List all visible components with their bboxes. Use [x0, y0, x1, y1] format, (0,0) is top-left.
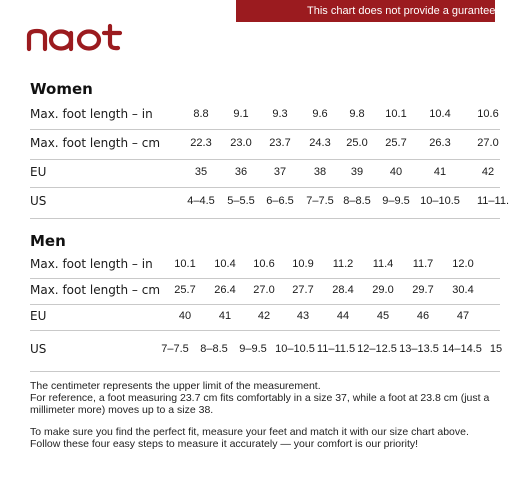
table-cell: 8–8.5 — [200, 343, 228, 355]
table-cell: 36 — [234, 165, 248, 178]
table-cell: 12–12.5 — [357, 343, 397, 355]
women-section-title: Women — [30, 80, 93, 98]
note-reference-example: For reference, a foot measuring 23.7 cm fits comfortably in a size 37, while a foot at 23.8 cm (just a millimeter more) moves up to a size 38. — [30, 392, 490, 416]
table-cell: 10.4 — [429, 108, 451, 120]
table-cell: 41 — [218, 309, 232, 322]
table-cell: 29.7 — [412, 283, 434, 296]
table-cell: 6–6.5 — [266, 195, 294, 207]
size-notes — [30, 380, 500, 450]
table-cell: 25.7 — [385, 136, 407, 149]
table-cell: 24.3 — [309, 136, 331, 149]
table-cell: 35 — [194, 165, 208, 178]
table-cell: 11.2 — [332, 258, 354, 270]
men-section-title: Men — [30, 232, 66, 250]
table-cell: 23.0 — [230, 136, 252, 149]
table-cell: 45 — [376, 309, 390, 322]
row-label: EU — [30, 164, 47, 179]
table-cell: 10.1 — [174, 258, 196, 270]
note-measure-instructions: To make sure you find the perfect fit, measure your feet and match it with our size chart above. Follow these four easy steps to measure it accurately — your comfort is our priority! — [30, 426, 469, 450]
table-cell: 30.4 — [452, 283, 474, 296]
table-cell: 44 — [336, 309, 350, 322]
women-row — [30, 103, 500, 130]
table-cell: 42 — [257, 309, 271, 322]
table-cell: 38 — [313, 165, 327, 178]
table-cell: 10.6 — [253, 258, 275, 270]
table-cell: 11–11. — [476, 195, 509, 207]
table-cell: 9.3 — [272, 108, 288, 120]
disclaimer-text: This chart does not provide a gurantee of — [307, 5, 508, 17]
row-label: Max. foot length – cm — [30, 282, 161, 297]
table-cell: 11.7 — [412, 258, 434, 270]
table-cell: 12.0 — [452, 258, 474, 270]
table-cell: 9.1 — [233, 108, 249, 120]
table-cell: 10–10.5 — [275, 343, 315, 355]
table-cell: 7–7.5 — [161, 343, 189, 355]
table-cell: 39 — [350, 165, 364, 178]
table-cell: 40 — [389, 165, 403, 178]
row-label: Max. foot length – in — [30, 257, 153, 271]
table-cell: 23.7 — [269, 136, 291, 149]
row-label: EU — [30, 308, 47, 323]
women-row — [30, 188, 509, 219]
table-cell: 29.0 — [372, 283, 394, 296]
women-size-table — [30, 103, 509, 219]
women-row — [30, 130, 500, 160]
table-cell: 4–4.5 — [187, 195, 215, 207]
table-cell: 26.4 — [214, 283, 236, 296]
table-cell: 9–9.5 — [382, 195, 410, 207]
table-cell: 40 — [178, 309, 192, 322]
row-label: Max. foot length – cm — [30, 135, 161, 150]
table-cell: 10.6 — [477, 108, 499, 120]
row-label: US — [30, 194, 47, 208]
table-cell: 28.4 — [332, 283, 354, 296]
table-cell: 10.9 — [292, 258, 314, 270]
table-cell: 25.0 — [346, 136, 368, 149]
table-cell: 9–9.5 — [239, 343, 267, 355]
disclaimer-banner — [236, 0, 508, 22]
table-cell: 37 — [273, 165, 287, 178]
table-cell: 15 — [489, 343, 503, 355]
table-cell: 8.8 — [193, 108, 209, 120]
men-size-table — [30, 254, 503, 372]
note-upper-limit: The centimeter represents the upper limit of the measurement. — [30, 380, 321, 392]
table-cell: 26.3 — [429, 136, 451, 149]
table-cell: 13–13.5 — [399, 343, 439, 355]
table-cell: 27.0 — [477, 136, 499, 149]
men-row — [30, 331, 503, 372]
table-cell: 5–5.5 — [227, 195, 255, 207]
table-cell: 27.0 — [253, 283, 275, 296]
naot-logo — [26, 24, 132, 52]
men-row — [30, 279, 500, 305]
table-cell: 11–11.5 — [316, 343, 356, 355]
women-row — [30, 160, 500, 188]
table-cell: 25.7 — [174, 283, 196, 296]
men-row — [30, 254, 500, 279]
table-cell: 11.4 — [372, 258, 394, 270]
table-cell: 9.8 — [349, 108, 365, 120]
table-cell: 8–8.5 — [343, 195, 371, 207]
table-cell: 43 — [296, 309, 310, 322]
table-cell: 47 — [456, 309, 470, 322]
table-cell: 14–14.5 — [442, 343, 482, 355]
table-cell: 42 — [481, 165, 495, 178]
table-cell: 46 — [416, 309, 430, 322]
table-cell: 7–7.5 — [306, 195, 334, 207]
table-cell: 10–10.5 — [420, 195, 460, 207]
table-cell: 10.1 — [385, 108, 407, 120]
table-cell: 9.6 — [312, 108, 328, 120]
table-cell: 41 — [433, 165, 447, 178]
row-label: Max. foot length – in — [30, 107, 153, 121]
table-cell: 22.3 — [190, 136, 212, 149]
table-cell: 27.7 — [292, 283, 314, 296]
table-cell: 10.4 — [214, 258, 236, 270]
men-row — [30, 305, 500, 331]
row-label: US — [30, 342, 47, 356]
